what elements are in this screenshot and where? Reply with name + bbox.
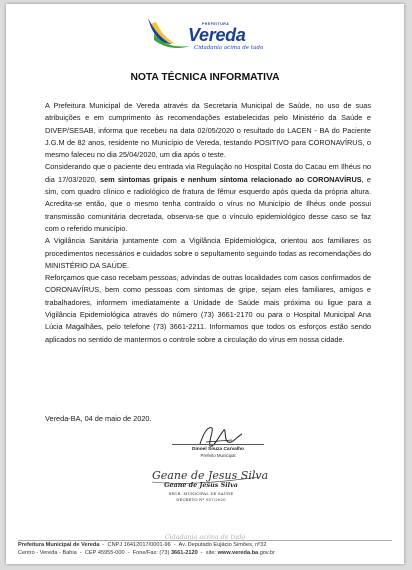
document-title: NOTA TÉCNICA INFORMATIVA [130,72,280,83]
footer-site-suffix: .gov.br [258,550,275,556]
mayor-signature-line [172,444,264,445]
secretary-signature-text: Geane de Jesus Silva [152,469,269,482]
stamp-decree: DECRETO Nº 057/2020 [176,497,226,502]
prefeitura-logo [146,10,266,56]
footer-phone: 3661-2120 [170,550,198,556]
footer-divider [18,540,392,541]
footer-address: Av. Deputado Eujácio Simões, nº32 [178,542,267,548]
paragraph-reinforce: Reforçamos que caso recebam pessoas, advindas de outras localidades com casos confirmados de CORONAVÍRUS, bem como pessoas com sintomas de gripe, sejam eles familiares, amigos e trabalhadores, informem imediatamente a Unidade de Saúde mais próxima ou ligue para a Vigilância Epidemiológica através do número (73) 3661-2170 ou para o Hospital Municipal Ana Lúcia Magalhães, pelo telefone (73) 3661-2211. Informamos que todos os esforços estão sendo aplicados no sentido de mantermos o controle sobre a circulação do vírus em nossa cidade. [45,273,371,344]
paragraph-considering-start: Considerando que o paciente deu entrada via Regulação no Hospital Costa do Cacau em Ilhéus no dia 17/03/2020, [45,162,371,184]
secretary-stamp [146,481,256,502]
document-body [45,100,371,346]
footer-phone-label: Fone/Fax: (73) [132,550,170,556]
footer-cep: CEP 45955-000 [84,550,125,556]
footer-district: Centro - Vereda - Bahia [18,550,77,556]
logo-slogan: Cidadania acima de tudo [194,45,264,51]
paragraph-considering-bold: sem sintomas gripais e nenhum sintoma relacionado ao CORONAVÍRUS [99,174,362,184]
mayor-signature-icon [194,422,244,450]
date-line: Vereda-BA, 04 de maio de 2020. [45,414,152,423]
mayor-title: Prefeito Municipal [200,453,236,458]
logo-name: Vereda [188,25,246,45]
paragraph-considering-end: , e sim, com quadro clínico e radiológico de fratura de fêmur esquerdo após queda da própria altura. Acredita-se então, que o mesmo tenha contraído o vírus no Município de Ilhéus onde possui transmissão comunitária decretada, observa-se que o vínculo epidemiológico desse caso se faz com o referido município. [45,174,371,233]
paragraph-vigilance: A Vigilância Sanitária juntamente com a Vigilância Epidemiológica, orientou aos familiares os procedimentos necessários e cuidados sobre o sepultamento seguindo todas as recomendações do MINISTÉRIO DA SAÚDE. [45,236,371,270]
logo-prefix: PREFEITURA [202,22,230,26]
paragraph-result: A Prefeitura Municipal de Vereda através da Secretaria Municipal de Saúde, no uso de suas atribuições e em cumprimento às recomendações estabelecidas pelo Ministério da Saúde e DIVEP/SESAB, informa que recebeu na data 02/05/2020 o resultado do LACEN - BA do Paciente J.G.M de 82 anos, residente no Município de Vereda, testando POSITIVO para CORONAVÍRUS, o mesmo faleceu no dia 25/04/2020, um dia após o teste. [45,101,371,160]
stamp-name: Geane de Jesus Silva [164,481,238,489]
footer-org: Prefeitura Municipal de Vereda [18,542,100,548]
mayor-name: Dinoel Souza Carvalho [192,447,244,452]
footer-site-prefix: site: [205,550,217,556]
footer-row-2: Centro - Vereda - Bahia - CEP 45955-000 - Fone/Fax: (73) 3661-2120 - site: www.vereda.ba.gov.br [18,550,275,556]
footer-cnpj: CNPJ 16412017/0001-96 [107,542,171,548]
document-page [6,4,404,564]
footer-site: www.vereda.ba [217,550,259,556]
stamp-role: SECR. MUNICIPAL DE SAÚDE [168,491,234,496]
paragraph-considering [45,161,371,235]
footer-slogan: Cidadania acima de tudo [164,533,246,541]
footer-row-1: Prefeitura Municipal de Vereda - CNPJ 16412017/0001-96 - Av. Deputado Eujácio Simões, nº32 [18,542,267,548]
